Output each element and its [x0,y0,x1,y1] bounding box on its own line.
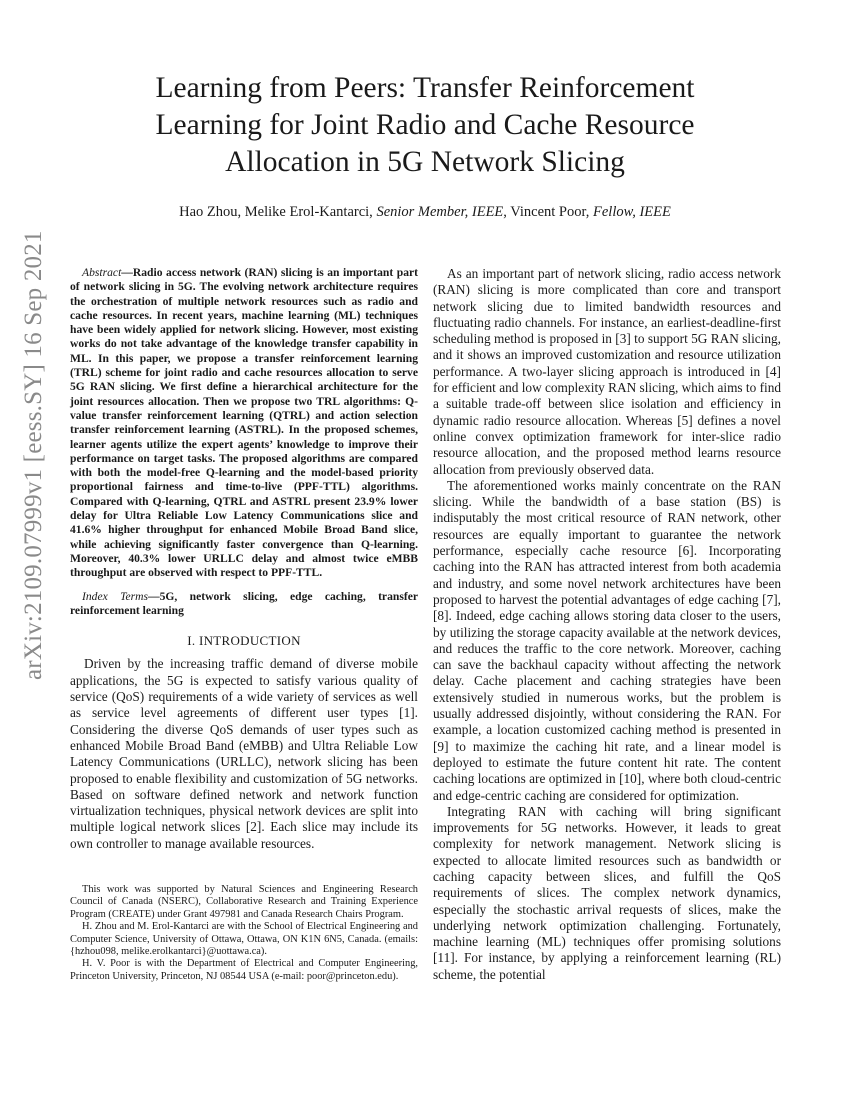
footnote-affiliation-princeton: H. V. Poor is with the Department of Electrical and Computer Engineering, Princeton University, Princeton, NJ 08544 USA (e-mail: poor@princeton.edu). [70,958,418,982]
footnote-funding: This work was supported by Natural Sciences and Engineering Research Council of Canada (NSERC), Collaborative Research and Training Experience Program (CREATE) under Grant 497981 and Canada Research Chairs Program. [70,884,418,920]
intro-paragraph-3: The aforementioned works mainly concentrate on the RAN slicing. While the bandwidth of a base station (BS) is indisputably the most critical resource of RAN network, other resources are equally important to guarantee the network performance, especially cache resource [6]. Incorporating caching into the RAN has attracted interest from both academia and industry, and some novel network architectures have been proposed to harvest the potential advantages of edge caching [7], [8]. Indeed, edge caching allows storing data closer to the users, by utilizing the storage capacity available at the network devices, and reduces the traffic to the core network. Moreover, caching can save the backhaul capacity without affecting the network delay. Cache placement and caching strategies have been extensively studied in numerous works, but the problem is usually addressed disjointly, without considering the RAN. For example, a location customized caching method is presented in [9] to maximize the caching hit rate, and a linear model is deployed to estimate the future content hit rate. The content caching locations are optimized in [10], where both cloud-centric and edge-centric caching are considered for optimization. [433,477,781,803]
abstract [70,266,418,581]
right-column [433,266,781,983]
author-role-1: Senior Member, IEEE [376,204,504,220]
left-column [70,266,418,852]
abstract-text: —Radio access network (RAN) slicing is an important part of network slicing in 5G. The evolving network architecture requires the orchestration of multiple network resources such as radio and cache resources. In recent years, machine learning (ML) techniques have been widely applied for network slicing. However, most existing works do not take advantage of the knowledge transfer capability in ML. In this paper, we propose a transfer reinforcement learning (TRL) scheme for joint radio and cache resources allocation to serve 5G RAN slicing. We first define a hierarchical architecture for the joint resources allocation. Then we propose two TRL algorithms: Q-value transfer reinforcement learning (QTRL) and action selection transfer reinforcement learning (ASTRL). In the proposed schemes, learner agents utilize the expert agents’ knowledge to improve their performance on target tasks. The proposed algorithms are compared with both the model-free Q-learning and the model-based priority proportional fairness and time-to-live (PPF-TTL) algorithms. Compared with Q-learning, QTRL and ASTRL present 23.9% lower delay for Ultra Reliable Low Latency Communications slice and 41.6% higher throughput for enhanced Mobile Broad Band slice, while achieving significantly faster convergence than Q-learning. Moreover, 40.3% lower URLLC delay and almost twice eMBB throughput are observed with respect to PPF-TTL. [70,266,418,580]
section-heading-introduction: I. INTRODUCTION [187,633,301,649]
arxiv-identifier-stamp: arXiv:2109.07999v1 [eess.SY] 16 Sep 2021 [20,230,47,680]
footnote-affiliation-ottawa: H. Zhou and M. Erol-Kantarci are with the School of Electrical Engineering and Computer Science, University of Ottawa, Ottawa, ON K1N 6N5, Canada. (emails:{hzhou098, melike.erolkantarci}@uottawa.ca). [70,921,418,958]
intro-paragraph-1: Driven by the increasing traffic demand of diverse mobile applications, the 5G is expected to satisfy various quality of service (QoS) requirements of a wide variety of services as well as service level agreements of different user types [1]. Considering the diverse QoS demands of user types such as enhanced Mobile Broad Band (eMBB) and Ultra Reliable Low Latency Communications (URLLC), network slicing has been proposed to enable flexibility and customization of 5G networks. Based on software defined network and network function virtualization techniques, physical network devices are split into multiple logical network slices [2]. Each slice may include its own controller to manage available resources. [70,656,418,851]
authors-part-1: Hao Zhou, Melike Erol-Kantarci, [179,204,377,220]
paper-title [60,70,790,181]
title-line-3: Allocation in 5G Network Slicing [225,146,625,178]
index-terms [70,590,418,619]
intro-paragraph-2: As an important part of network slicing, radio access network (RAN) slicing is more complicated than core and transport network slicing due to limited bandwidth resources and fluctuating radio channels. For instance, an earliest-deadline-first scheduling method is proposed in [3] to support 5G RAN slicing, and it shows an improved customization and resource utilization performance. A two-layer slicing approach is introduced in [4] for efficient and low complexity RAN slicing, which aims to find a suitable trade-off between slice isolation and efficiency in dynamic radio resource allocation. Whereas [5] defines a novel online convex optimization framework for inter-slice radio resource allocation, and the proposed method learns resource allocation from previously observed data. [433,266,781,477]
footnotes [70,884,418,983]
authors-part-2: , Vincent Poor, [503,204,593,220]
author-list [60,203,790,221]
index-terms-label: Index Terms [82,589,148,603]
title-line-2: Learning for Joint Radio and Cache Resource [155,109,695,141]
title-line-1: Learning from Peers: Transfer Reinforcement [155,72,695,104]
abstract-label: Abstract [82,266,122,279]
index-terms-text: —5G, network slicing, edge caching, transfer reinforcement learning [70,589,418,617]
intro-paragraph-4: Integrating RAN with caching will bring significant improvements for 5G networks. However, it leads to great complexity for network management. Network slicing is expected to allocate limited resources such as bandwidth or caching capacity between slices, and fulfill the QoS requirements of slices. The complex network dynamics, especially the stochastic arrival requests of slices, make the underlying network optimization challenging. Fortunately, machine learning (ML) techniques offer promising solutions [11]. For instance, by applying a reinforcement learning (RL) scheme, the potential [433,803,781,982]
author-role-2: Fellow, IEEE [593,204,671,220]
